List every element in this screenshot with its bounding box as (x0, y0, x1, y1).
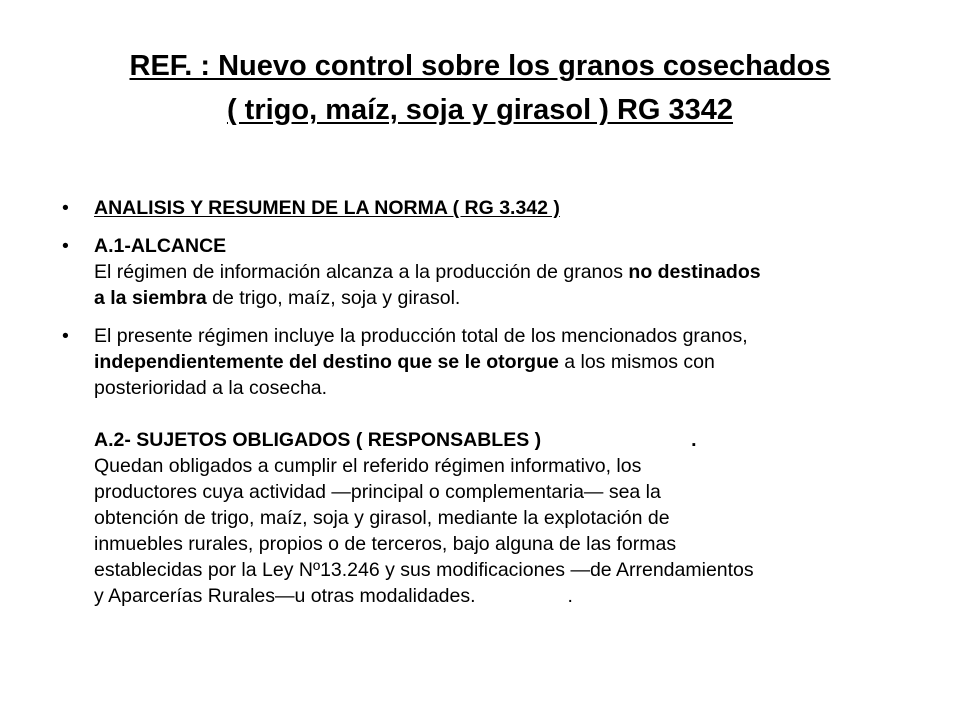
bullet-glyph: • (62, 325, 69, 347)
alcance-line-1-bold: no destinados (628, 261, 761, 283)
regimen-line-1: El presente régimen incluye la producción total de los mencionados granos, (94, 325, 748, 347)
title-line-2: ( trigo, maíz, soja y girasol ) RG 3342 (226, 94, 734, 126)
bullet-glyph: • (62, 235, 69, 257)
alcance-line-2-text: de trigo, maíz, soja y girasol. (206, 287, 461, 309)
slide-title (60, 44, 900, 132)
sujetos-line-2: productores cuya actividad —principal o complementaria— sea la (94, 481, 661, 503)
analisis-heading: ANALISIS Y RESUMEN DE LA NORMA ( RG 3.342 ) (94, 197, 560, 219)
bullet-alcance (62, 233, 932, 311)
regimen-line-2-bold: independientemente del destino que se le otorgue (94, 351, 559, 373)
sujetos-line-5: establecidas por la Ley Nº13.246 y sus modificaciones —de Arrendamientos (94, 559, 754, 581)
sujetos-heading (94, 427, 932, 453)
alcance-line-2 (94, 285, 932, 311)
slide-body (62, 195, 932, 621)
alcance-line-1 (94, 259, 932, 285)
alcance-line-1-text: El régimen de información alcanza a la producción de granos (94, 261, 629, 283)
bullet-analisis (62, 195, 932, 221)
sujetos-line-4: inmuebles rurales, propios o de terceros, bajo alguna de las formas (94, 533, 677, 555)
spacer (94, 401, 932, 427)
sujetos-line-3: obtención de trigo, maíz, soja y girasol, mediante la explotación de (94, 507, 670, 529)
sujetos-line-6-dot: . (567, 585, 573, 607)
alcance-line-2-bold: a la siembra (94, 287, 207, 309)
sujetos-heading-dot: . (691, 429, 697, 451)
regimen-line-2 (94, 349, 932, 375)
alcance-heading: A.1-ALCANCE (94, 235, 227, 257)
title-line-1: REF. : Nuevo control sobre los granos cosechados (129, 50, 831, 82)
sujetos-heading-text: A.2- SUJETOS OBLIGADOS ( RESPONSABLES ) (94, 429, 542, 451)
sujetos-line-1: Quedan obligados a cumplir el referido régimen informativo, los (94, 455, 642, 477)
regimen-line-3: posterioridad a la cosecha. (94, 377, 328, 399)
bullet-regimen (62, 323, 932, 609)
regimen-line-2-text: a los mismos con (558, 351, 715, 373)
sujetos-line-6 (94, 583, 932, 609)
sujetos-line-6-text: y Aparcerías Rurales—u otras modalidades. (94, 585, 476, 607)
bullet-glyph: • (62, 197, 69, 219)
